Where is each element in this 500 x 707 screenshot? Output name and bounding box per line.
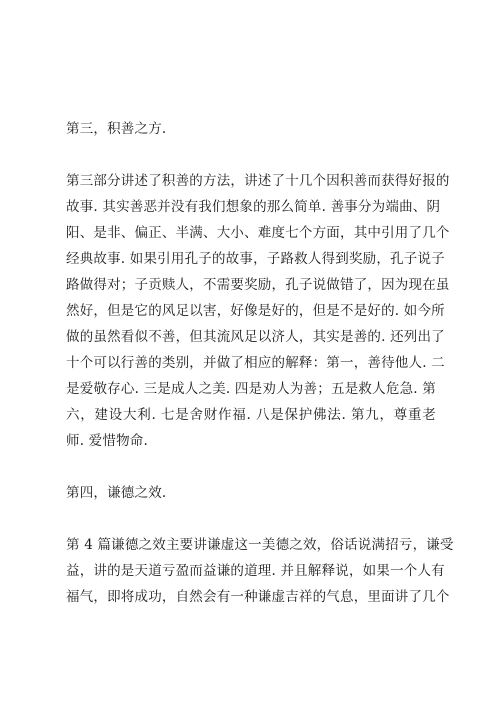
paragraph-3-line: 经典故事. 如果引用孔子的故事，子路救人得到奖励，孔子说子 bbox=[66, 251, 445, 267]
section-4-heading: 第四，谦德之效. bbox=[66, 485, 167, 501]
paragraph-3-line: 十个可以行善的类别，并做了相应的解释：第一，善待他人. 二 bbox=[66, 355, 445, 371]
paragraph-3-line: 故事. 其实善恶并没有我们想象的那么简单. 善事分为端曲、阴 bbox=[66, 199, 441, 215]
paragraph-3-line: 然好，但是它的风足以害，好像是好的，但是不是好的. 如今所 bbox=[66, 303, 445, 319]
paragraph-4-line: 益，讲的是天道亏盈而益谦的道理. 并且解释说，如果一个人有 bbox=[66, 563, 445, 579]
paragraph-3-line: 做的虽然看似不善，但其流风足以济人，其实是善的. 还列出了 bbox=[66, 329, 445, 345]
section-3-heading: 第三，积善之方. bbox=[66, 121, 167, 137]
paragraph-3-line: 第三部分讲述了积善的方法，讲述了十几个因积善而获得好报的 bbox=[66, 173, 450, 189]
paragraph-4-line: 福气，即将成功，自然会有一种谦虚吉祥的气息，里面讲了几个 bbox=[66, 589, 450, 605]
paragraph-3-line: 六，建设大利. 七是舍财作福. 八是保护佛法. 第九，尊重老 bbox=[66, 407, 436, 423]
paragraph-3-line: 路做得对；子贡赎人，不需要奖励，孔子说做错了，因为现在虽 bbox=[66, 277, 450, 293]
paragraph-3-line: 是爱敬存心. 三是成人之美. 四是劝人为善；五是救人危急. 第 bbox=[66, 381, 436, 397]
paragraph-4-line: 第 4 篇谦德之效主要讲谦虚这一美德之效，俗话说满招亏，谦受 bbox=[66, 537, 454, 553]
paragraph-3-line: 师. 爱惜物命. bbox=[66, 433, 148, 449]
paragraph-3-line: 阳、是非、偏正、半满、大小、难度七个方面，其中引用了几个 bbox=[66, 225, 450, 241]
